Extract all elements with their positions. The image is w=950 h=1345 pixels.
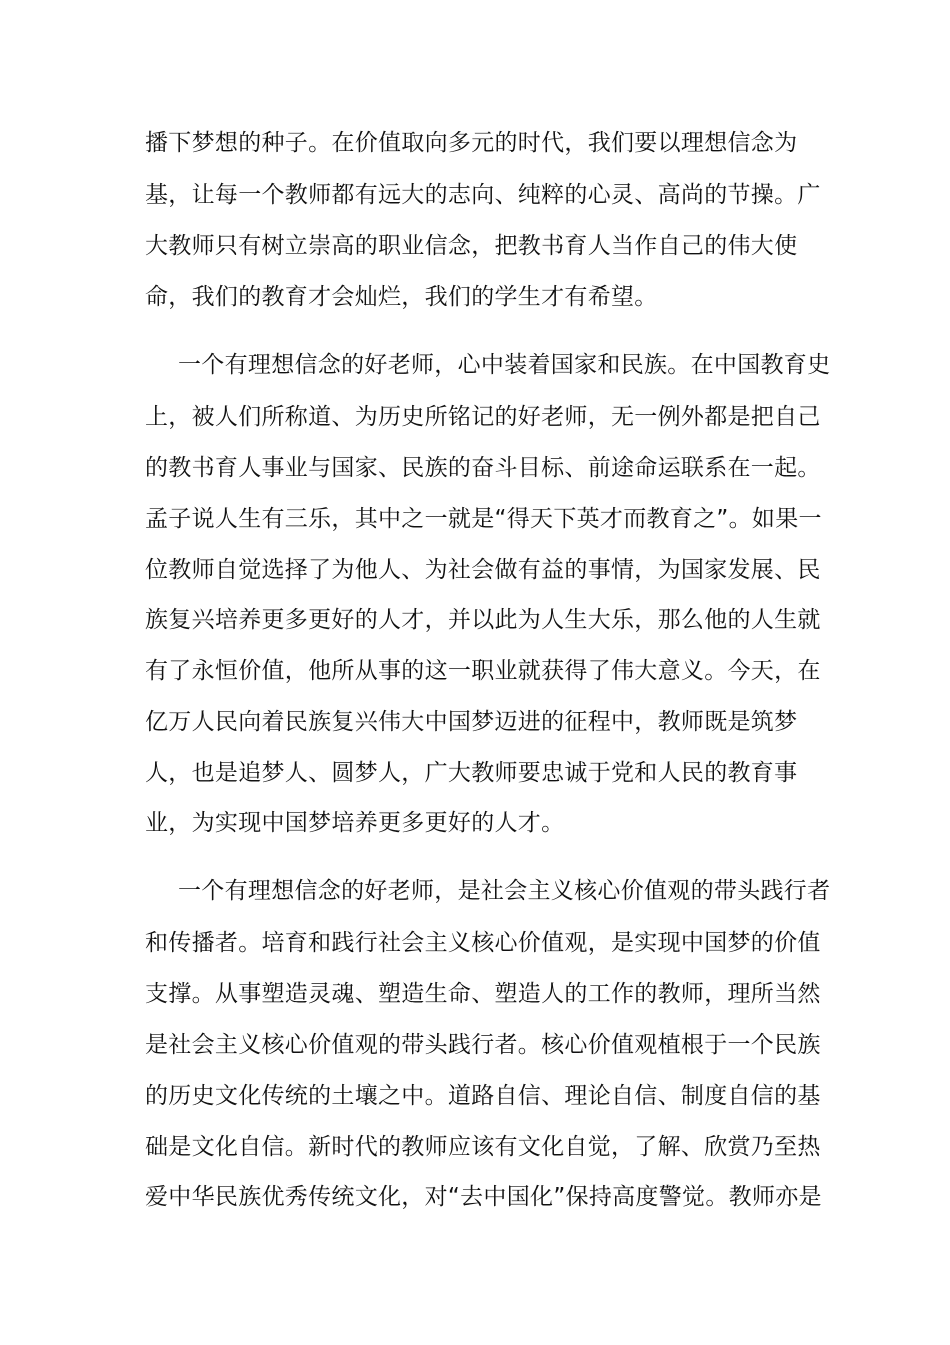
text-line: 有了永恒价值，他所从事的这一职业就获得了伟大意义。今天，在 (145, 658, 821, 684)
text-line: 业，为实现中国梦培养更多更好的人才。 (145, 810, 565, 836)
text-line: 上，被人们所称道、为历史所铭记的好老师，无一例外都是把自己 (145, 404, 821, 430)
text-line: 支撑。从事塑造灵魂、塑造生命、塑造人的工作的教师，理所当然 (145, 981, 821, 1007)
text-line: 础是文化自信。新时代的教师应该有文化自觉，了解、欣赏乃至热 (145, 1134, 821, 1160)
text-line: 一个有理想信念的好老师，心中装着国家和民族。在中国教育史 (178, 352, 831, 378)
text-line: 是社会主义核心价值观的带头践行者。核心价值观植根于一个民族 (145, 1032, 821, 1058)
text-line: 大教师只有树立崇高的职业信念，把教书育人当作自己的伟大使 (145, 233, 798, 259)
text-line: 命，我们的教育才会灿烂，我们的学生才有希望。 (145, 284, 658, 310)
text-line: 的教书育人事业与国家、民族的奋斗目标、前途命运联系在一起。 (145, 455, 821, 481)
text-line: 一个有理想信念的好老师，是社会主义核心价值观的带头践行者 (178, 878, 831, 904)
text-line: 亿万人民向着民族复兴伟大中国梦迈进的征程中，教师既是筑梦 (145, 709, 798, 735)
text-line: 人，也是追梦人、圆梦人，广大教师要忠诚于党和人民的教育事 (145, 760, 798, 786)
text-line: 播下梦想的种子。在价值取向多元的时代，我们要以理想信念为 (145, 130, 798, 156)
text-line: 基，让每一个教师都有远大的志向、纯粹的心灵、高尚的节操。广 (145, 182, 821, 208)
text-line: 族复兴培养更多更好的人才，并以此为人生大乐，那么他的人生就 (145, 607, 821, 633)
text-line: 位教师自觉选择了为他人、为社会做有益的事情，为国家发展、民 (145, 557, 821, 583)
text-line: 孟子说人生有三乐，其中之一就是“得天下英才而教育之”。如果一 (145, 506, 822, 532)
text-line: 的历史文化传统的土壤之中。道路自信、理论自信、制度自信的基 (145, 1083, 821, 1109)
text-line: 爱中华民族优秀传统文化，对“去中国化”保持高度警觉。教师亦是 (145, 1184, 822, 1210)
text-line: 和传播者。培育和践行社会主义核心价值观，是实现中国梦的价值 (145, 930, 821, 956)
